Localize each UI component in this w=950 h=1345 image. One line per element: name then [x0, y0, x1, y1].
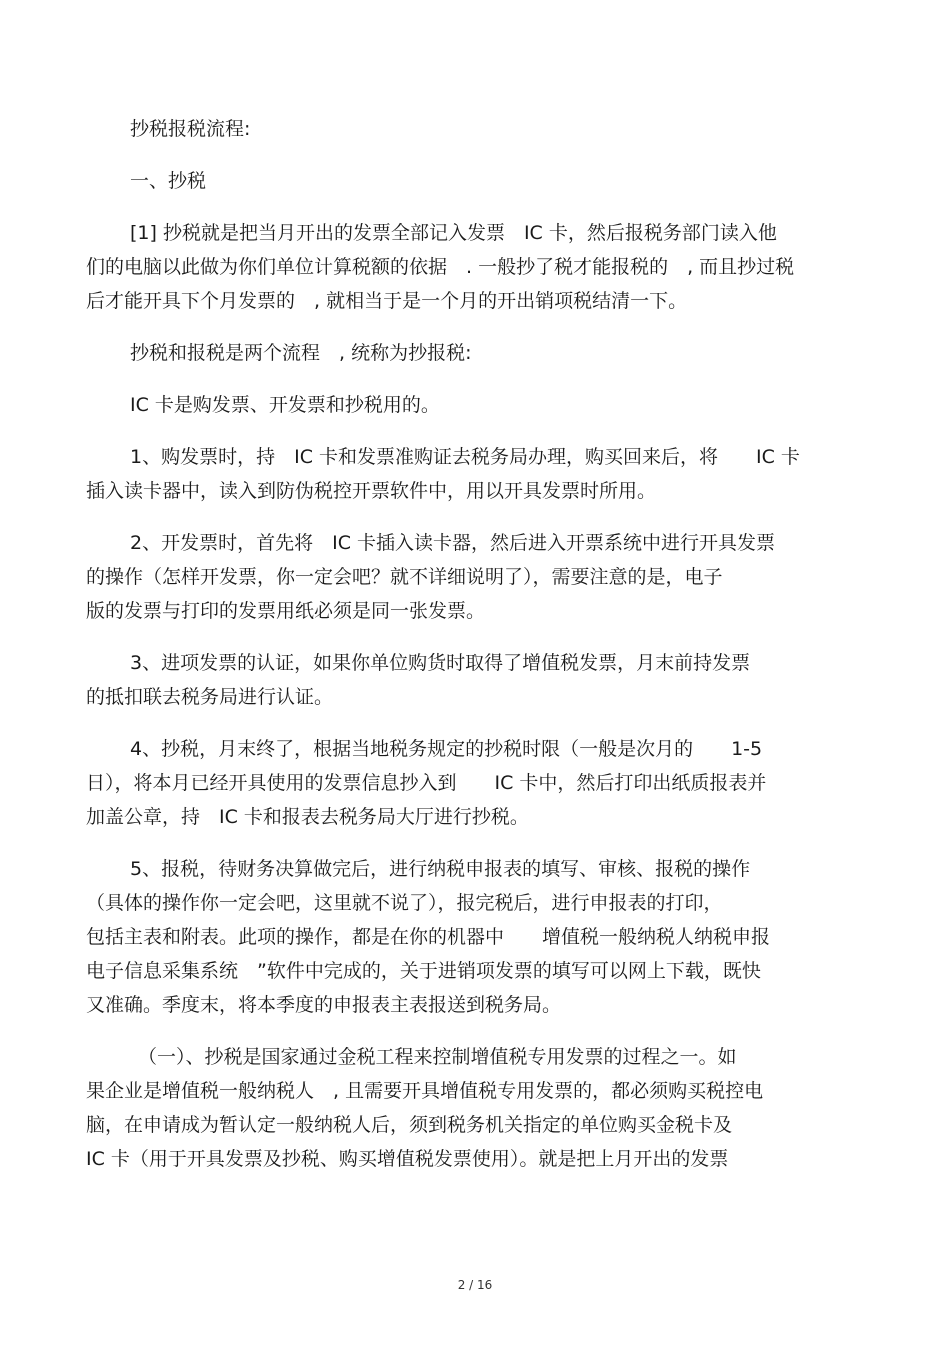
item-5-line-3: 包括主表和附表。此项的操作，都是在你的机器中 增值税一般纳税人纳税申报	[86, 926, 771, 948]
item-1-line-2: 插入读卡器中，读入到防伪税控开票软件中，用以开具发票时所用。	[86, 480, 657, 502]
paragraph-1-line-2: 们的电脑以此做为你们单位计算税额的依据 . 一般抄了税才能报税的 , 而且抄过税	[86, 256, 795, 278]
item-4-line-2: 日），将本月已经开具使用的发票信息抄入到 IC 卡中，然后打印出纸质报表并	[86, 772, 767, 794]
item-3-line-1: 3、进项发票的认证，如果你单位购货时取得了增值税发票，月末前持发票	[130, 652, 751, 674]
subsection-1-line-1: （一）、抄税是国家通过金税工程来控制增值税专用发票的过程之一。如	[138, 1046, 737, 1068]
paragraph-3-line-1: IC 卡是购发票、开发票和抄税用的。	[130, 394, 440, 416]
item-4-line-1: 4、抄税，月末终了，根据当地税务规定的抄税时限（一般是次月的 1-5	[130, 738, 763, 760]
heading-chaoshui: 一、抄税	[130, 170, 207, 192]
item-2-line-1: 2、开发票时，首先将 IC 卡插入读卡器，然后进入开票系统中进行开具发票	[130, 532, 775, 554]
section-title: 抄税报税流程:	[130, 118, 251, 140]
item-5-line-5: 又准确。季度末，将本季度的申报表主表报送到税务局。	[86, 994, 562, 1016]
item-5-line-2: （具体的操作你一定会吧，这里就不说了），报完税后，进行申报表的打印，	[86, 892, 723, 914]
paragraph-1-line-3: 后才能开具下个月发票的 , 就相当于是一个月的开出销项税结清一下。	[86, 290, 688, 312]
item-2-line-3: 版的发票与打印的发票用纸必须是同一张发票。	[86, 600, 486, 622]
item-1-line-1: 1、购发票时，持 IC 卡和发票准购证去税务局办理，购买回来后，将 IC 卡	[130, 446, 800, 468]
item-4-line-3: 加盖公章，持 IC 卡和报表去税务局大厅进行抄税。	[86, 806, 529, 828]
item-3-line-2: 的抵扣联去税务局进行认证。	[86, 686, 334, 708]
item-5-line-4: 电子信息采集系统 ”软件中完成的，关于进销项发票的填写可以网上下载，既快	[86, 960, 761, 982]
document-body	[86, 112, 856, 1176]
subsection-1-line-3: 脑，在申请成为暂认定一般纳税人后，须到税务机关指定的单位购买金税卡及	[86, 1114, 733, 1136]
subsection-1-line-4: IC 卡（用于开具发票及抄税、购买增值税发票使用）。就是把上月开出的发票	[86, 1148, 729, 1170]
paragraph-1-line-1: [1] 抄税就是把当月开出的发票全部记入发票 IC 卡，然后报税务部门读入他	[130, 222, 777, 244]
item-2-line-2: 的操作（怎样开发票，你一定会吧？就不详细说明了），需要注意的是，电子	[86, 566, 723, 588]
subsection-1-line-2: 果企业是增值税一般纳税人 , 且需要开具增值税专用发票的，都必须购买税控电	[86, 1080, 764, 1102]
paragraph-2-line-1: 抄税和报税是两个流程 , 统称为抄报税:	[130, 342, 472, 364]
item-5-line-1: 5、报税，待财务决算做完后，进行纳税申报表的填写、审核、报税的操作	[130, 858, 751, 880]
page-number: 2 / 16	[457, 1278, 493, 1292]
